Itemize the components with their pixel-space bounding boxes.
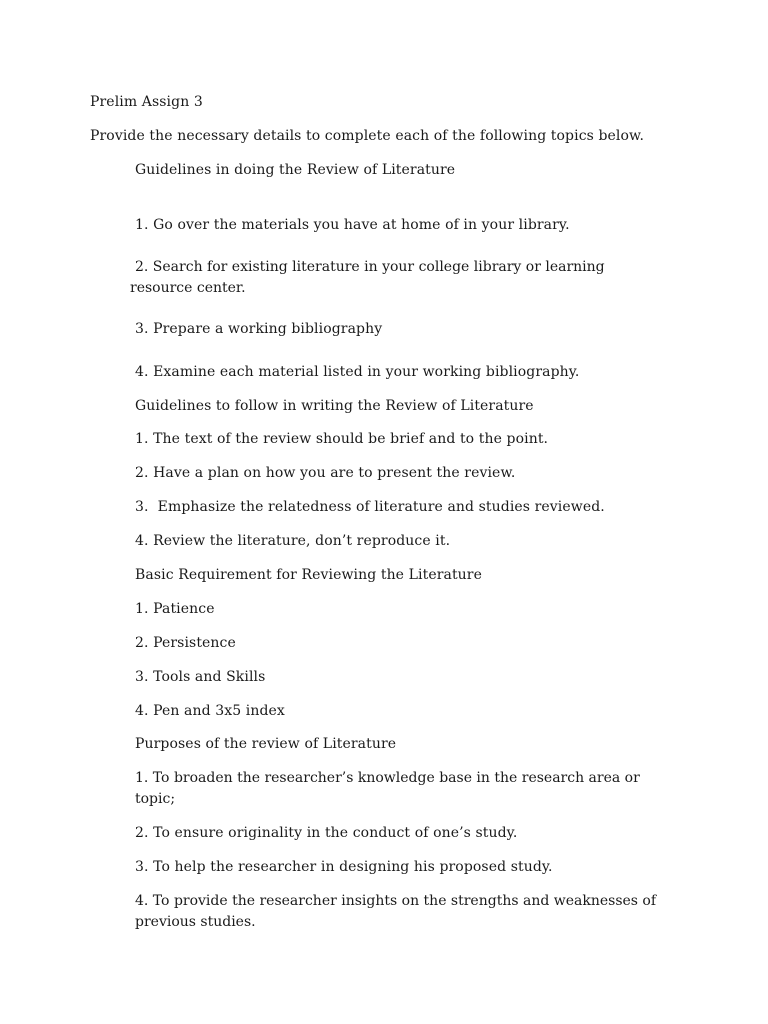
section-heading: Guidelines in doing the Review of Literature xyxy=(135,162,456,178)
instruction-text: Provide the necessary details to complete each of the following topics below. xyxy=(90,128,645,144)
section-heading: Basic Requirement for Reviewing the Literature xyxy=(135,567,482,583)
section-heading: Purposes of the review of Literature xyxy=(135,736,397,752)
section-heading: Guidelines to follow in writing the Review of Literature xyxy=(135,398,534,414)
list-item: 2. Have a plan on how you are to present the review. xyxy=(135,465,516,481)
list-item: 1. The text of the review should be brief and to the point. xyxy=(135,431,549,447)
list-item: 1. To broaden the researcher’s knowledge base in the research area or topic; xyxy=(135,770,640,807)
list-item: 4. Pen and 3x5 index xyxy=(135,703,285,719)
list-item: 4. To provide the researcher insights on the strengths and weaknesses of previous studies. xyxy=(135,893,657,930)
list-item: 2. To ensure originality in the conduct of one’s study. xyxy=(135,825,518,841)
list-item: 4. Examine each material listed in your working bibliography. xyxy=(135,364,580,380)
list-item: 3. To help the researcher in designing his proposed study. xyxy=(135,859,553,875)
list-item: 1. Patience xyxy=(135,601,215,617)
list-item: 3. Tools and Skills xyxy=(135,669,266,685)
list-item: 2. Persistence xyxy=(135,635,236,651)
list-item: 1. Go over the materials you have at home of in your library. xyxy=(135,217,570,233)
list-item: 3. Emphasize the relatedness of literature and studies reviewed. xyxy=(135,499,605,515)
list-item: 2. Search for existing literature in your college library or learning resource center. xyxy=(130,259,605,296)
list-item: 3. Prepare a working bibliography xyxy=(135,321,383,337)
list-item: 4. Review the literature, don’t reproduce it. xyxy=(135,533,451,549)
document-title: Prelim Assign 3 xyxy=(90,94,203,110)
